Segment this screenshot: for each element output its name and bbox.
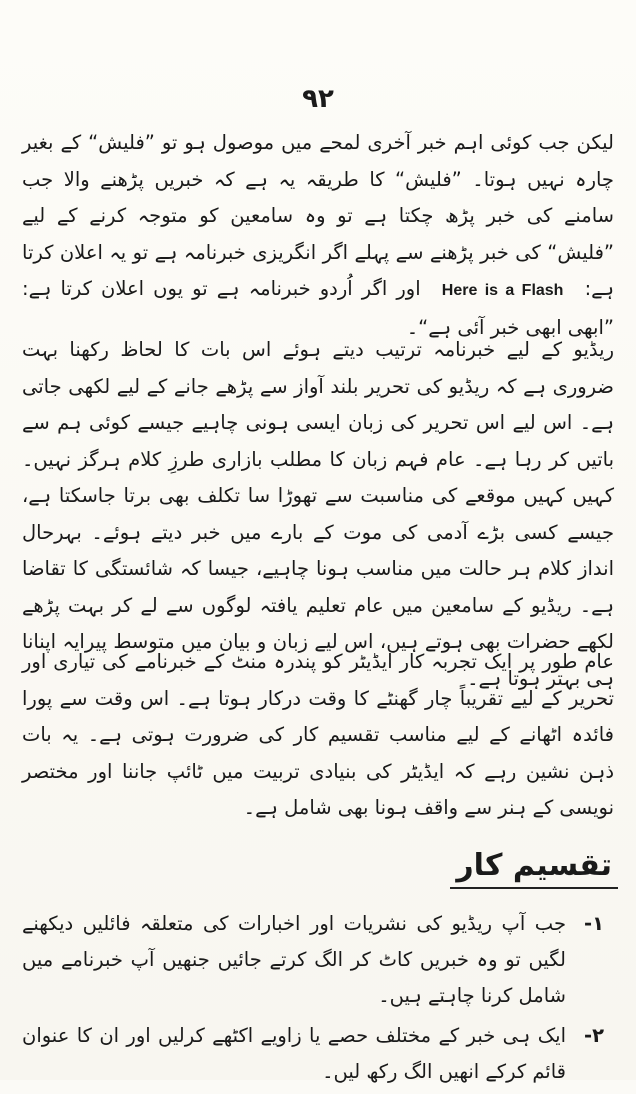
page-number: ۹۲ [302,84,334,114]
paragraph-editor-time: عام طور پر ایک تجربہ کار ایڈیٹر کو پندرہ منٹ کے خبرنامے کی تیاری اور تحریر کے لیے تقریباً چار گھنٹے کا وقت درکار ہوتا ہے۔ اس وقت سے پورا فائدہ اٹھانے کے لیے مناسب تقسیم کار کی ضرورت ہوتی ہے۔ یہ بات ذہن نشین رہے کہ ایڈیٹر کی بنیادی تربیت میں ٹائپ جاننا اور مختصر نویسی کے ہنر سے واقف ہونا بھی شامل ہے۔ [22,650,614,819]
list-item-text: جب آپ ریڈیو کی نشریات اور اخبارات کی متعلقہ فائلیں دیکھنے لگیں تو وہ خبریں کاٹ کر الگ کرتے جائیں جنھیں آپ خبرنامے میں شامل کرنا چاہتے ہیں۔ [22,912,566,1007]
paragraph-radio-writing: ریڈیو کے لیے خبرنامہ ترتیب دیتے ہوئے اس بات کا لحاظ رکھنا بہت ضروری ہے کہ ریڈیو کی تحریر بلند آواز سے پڑھے جانے کے لیے لکھی جاتی ہے۔ اس لیے اس تحریر کی زبان ایسی ہونی چاہیے جیسے کوئی ہم سے باتیں کر رہا ہے۔ عام فہم زبان کا مطلب بازاری طرزِ کلام ہرگز نہیں۔ کہیں کہیں موقعے کی مناسبت سے تھوڑا سا تکلف بھی برتا جاسکتا ہے، جیسے کسی بڑے آدمی کی موت کے بارے میں خبر دیتے ہوئے۔ بہرحال انداز کلام ہر حالت میں مناسب ہونا چاہیے، جیسا کہ شائستگی کا تقاضا ہے۔ ریڈیو کے سامعین میں عام تعلیم یافتہ لوگوں سے لے کر بہت پڑھے لکھے حضرات بھی ہوتے ہیں، اس لیے زبان و بیان میں متوسط پیرایہ اپنانا ہی بہتر ہوتا ہے۔ [22,338,614,690]
division-of-work-list [22,906,614,1094]
section-heading: تقسیم کار [450,848,618,889]
list-item [22,1018,614,1090]
paragraph-flash-text: لیکن جب کوئی اہم خبر آخری لمحے میں موصول ہو تو ”فلیش“ کے بغیر چارہ نہیں ہوتا۔ ”فلیش“ کا طریقہ یہ ہے کہ خبریں پڑھنے والا جب سامنے کی خبر پڑھ چکتا ہے تو وہ سامعین کو متوجہ کرنے کے لیے ”فلیش“ کی خبر پڑھنے سے پہلے اگر انگریزی خبرنامہ ہے تو یہ اعلان کرتا ہے: [22,131,615,300]
list-item [22,906,614,1014]
list-item-number: ۲- [584,1024,604,1047]
list-item-text: ایک ہی خبر کے مختلف حصے یا زاویے اکٹھے کرلیں اور ان کا عنوان قائم کرکے انھیں الگ رکھ لیں۔ [22,1024,566,1083]
english-phrase: Here is a Flash [441,282,564,299]
paragraph-flash [22,125,614,346]
list-item-number: ۱- [584,912,604,935]
paragraph-flash-text-continued: اور اگر اُردو خبرنامہ ہے تو یوں اعلان کرتا ہے: ”ابھی ابھی خبر آئی ہے“۔ [22,277,614,339]
